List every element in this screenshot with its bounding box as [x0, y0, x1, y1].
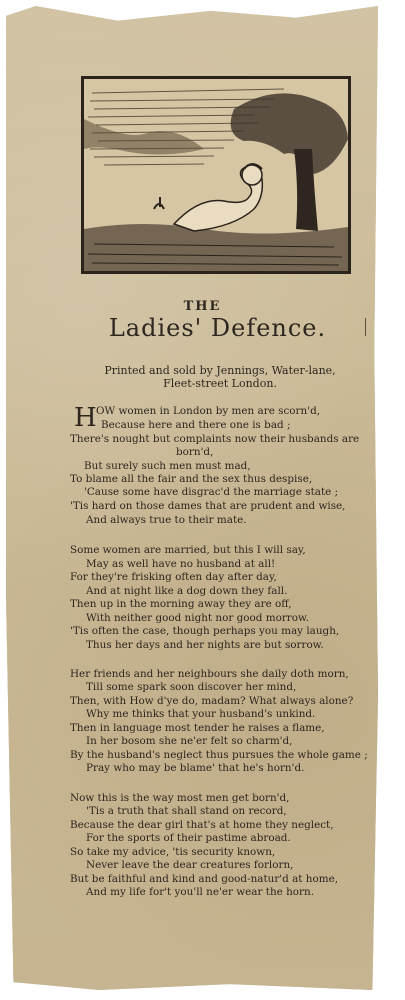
- title-prefix: THE: [183, 299, 222, 314]
- imprint-line-1: Printed and sold by Jennings, Water-lane,: [104, 364, 336, 377]
- poem-line: Because here and there one is bad ;: [101, 419, 291, 431]
- poem-line: In her bosom she ne'er felt so charm'd,: [86, 735, 293, 747]
- page-title: Ladies' Defence.: [108, 314, 327, 342]
- poem-line: But be faithful and kind and good-natur'd at home,: [70, 873, 339, 885]
- poem-line: Her friends and her neighbours she daily doth morn,: [70, 668, 349, 680]
- poem-line: But surely such men must mad,: [84, 460, 251, 472]
- poem-line: There's nought but complaints now their husbands are: [70, 433, 360, 445]
- poem-line: Then up in the morning away they are off,: [70, 598, 292, 610]
- poem-line: Why me thinks that your husband's unkind.: [86, 708, 316, 720]
- poem-line: So take my advice, 'tis security known,: [70, 846, 276, 858]
- poem-line: And at night like a dog down they fall.: [86, 585, 288, 597]
- poem-line: 'Tis hard on those dames that are prudent and wise,: [70, 500, 346, 512]
- poem-line: 'Tis a truth that shall stand on record,: [86, 805, 287, 817]
- poem-line: Then in language most tender he raises a flame,: [70, 722, 325, 734]
- poem-line: For the sports of their pastime abroad.: [86, 832, 291, 844]
- poem-line: Then, with How d'ye do, madam? What always alone?: [70, 695, 354, 707]
- poem-line: Thus her days and her nights are but sorrow.: [86, 639, 324, 651]
- imprint-line-2: Fleet-street London.: [163, 377, 277, 390]
- poem-line: And always true to their mate.: [86, 514, 247, 526]
- poem-line: To blame all the fair and the sex thus despise,: [70, 473, 313, 485]
- poem-line: May as well have no husband at all!: [86, 558, 276, 570]
- poem-line: 'Cause some have disgrac'd the marriage state ;: [84, 486, 339, 498]
- poem-line: By the husband's neglect thus pursues the whole game ;: [70, 749, 368, 761]
- poem-line: Till some spark soon discover her mind,: [86, 681, 297, 693]
- poem-line: And my life for't you'll ne'er wear the horn.: [86, 886, 315, 898]
- poem-line: OW women in London by men are scorn'd,: [96, 405, 321, 417]
- poem-line: Pray who may be blame' that he's horn'd.: [86, 762, 305, 774]
- poem-line: 'Tis often the case, though perhaps you may laugh,: [70, 625, 340, 637]
- poem-line: For they're frisking often day after day,: [70, 571, 277, 583]
- drop-cap: H: [74, 403, 97, 433]
- poem-line: born'd,: [176, 446, 214, 458]
- poem-line: Because the dear girl that's at home they neglect,: [70, 819, 334, 831]
- poem-line: Now this is the way most men get born'd,: [70, 792, 290, 804]
- poem-line: With neither good night nor good morrow.: [86, 612, 309, 624]
- poem-line: Never leave the dear creatures forlorn,: [86, 859, 294, 871]
- poem-line: Some women are married, but this I will say,: [70, 544, 306, 556]
